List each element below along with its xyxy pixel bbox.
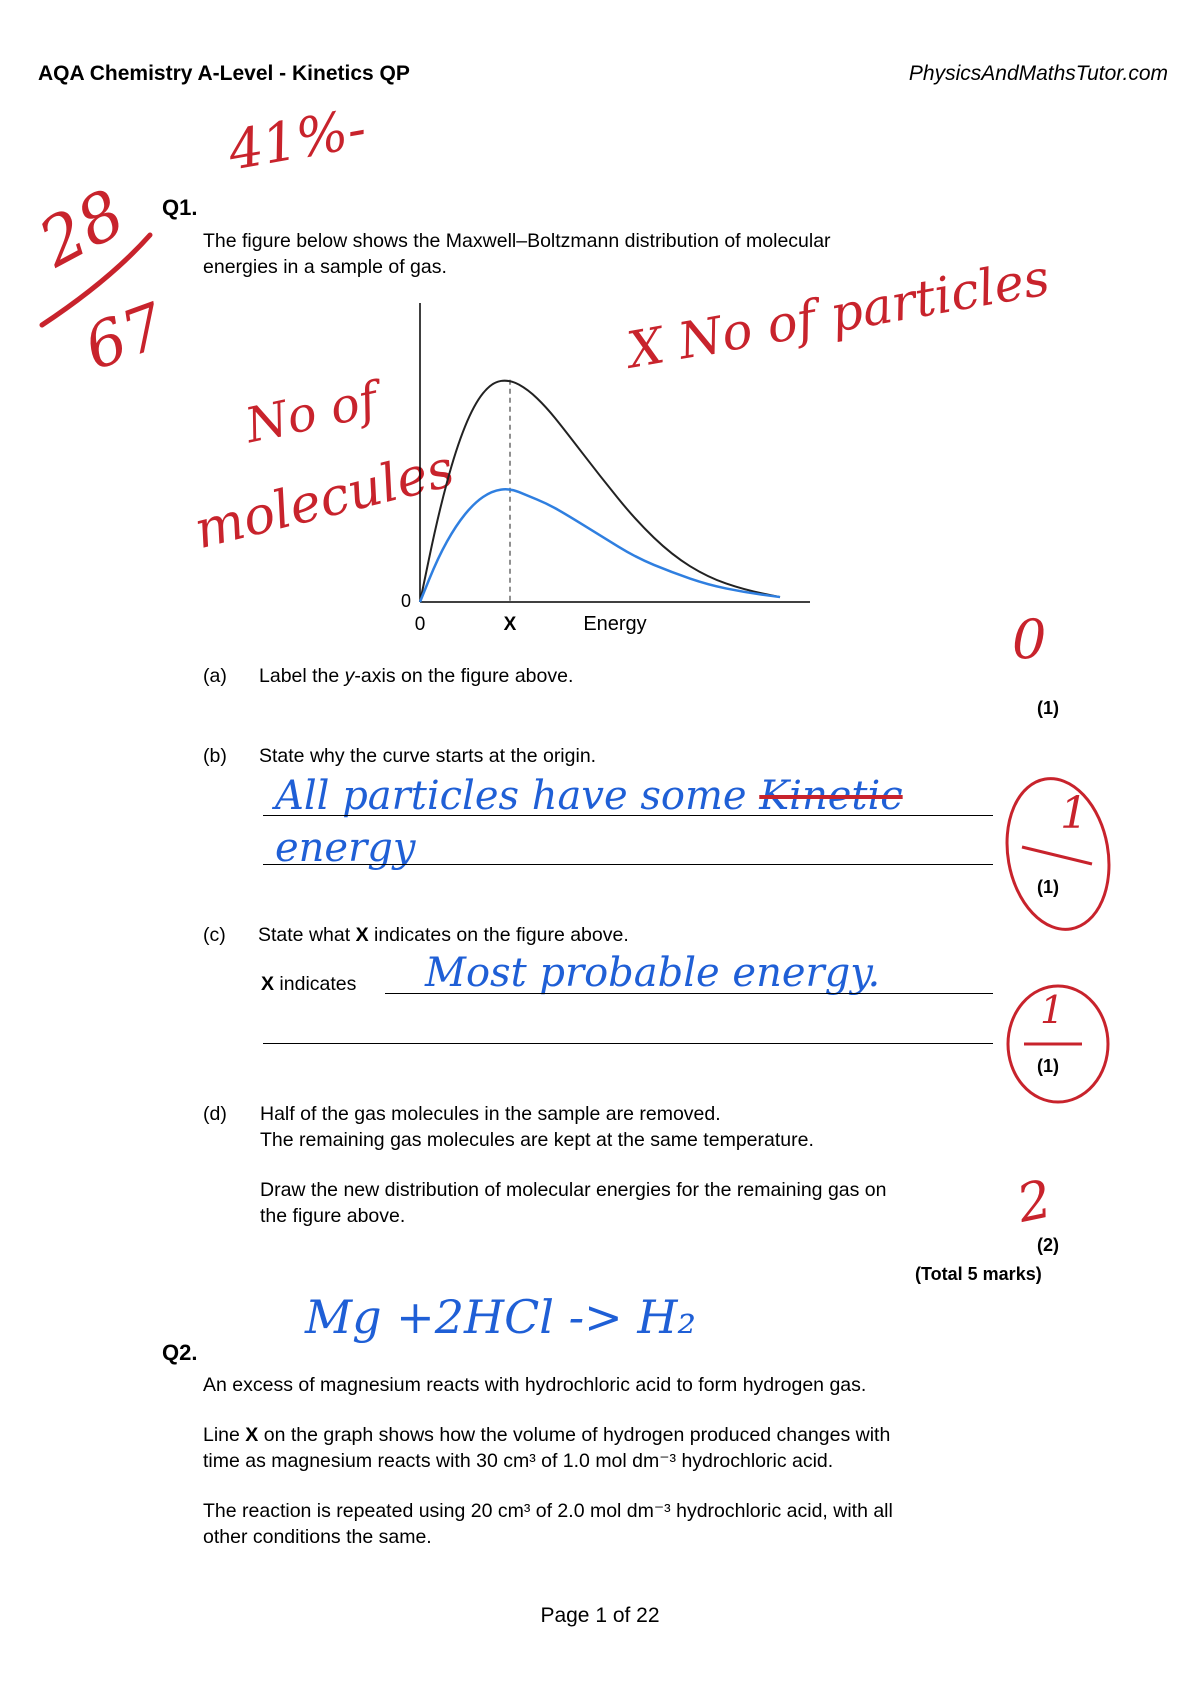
score-numerator-annotation: 28 <box>26 174 138 283</box>
part-b-struck-word: Kinetic <box>759 773 903 819</box>
question-2-paragraph-2-line-2: time as magnesium reacts with 30 cm³ of 1.0 mol dm⁻³ hydrochloric acid. <box>203 1450 834 1472</box>
y-axis-annotation-line-1: No of <box>240 371 383 455</box>
curve-original <box>420 381 780 602</box>
answer-line-c1 <box>385 993 993 994</box>
header-title: AQA Chemistry A-Level - Kinetics QP <box>38 62 410 85</box>
question-1-total: (Total 5 marks) <box>915 1264 1042 1284</box>
curve-half-molecules <box>420 489 780 602</box>
part-a-label: (a) <box>203 665 227 687</box>
maxwell-boltzmann-chart <box>390 295 820 640</box>
question-1-number: Q1. <box>162 195 198 220</box>
mark-a-annotation: 0 <box>1012 608 1047 671</box>
part-b-label: (b) <box>203 745 227 767</box>
y-tick-label: 0 <box>400 591 412 611</box>
part-a-text: Label the y-axis on the figure above. <box>259 665 574 687</box>
x-axis-annotation: X No of particles <box>623 248 1054 380</box>
part-d-text-1: Half of the gas molecules in the sample are removed. <box>260 1103 721 1125</box>
part-a-marks: (1) <box>1037 698 1059 718</box>
score-percent-annotation: 41%- <box>223 96 371 183</box>
part-d-marks: (2) <box>1037 1235 1059 1255</box>
part-b-answer-line-2: energy <box>275 825 416 871</box>
mark-b-annotation: 1 <box>1060 788 1088 839</box>
score-denominator-annotation: 67 <box>74 288 175 385</box>
part-c-prompt: X indicates <box>261 973 357 995</box>
mark-d-annotation: 2 <box>1012 1169 1057 1235</box>
part-c-answer: Most probable energy. <box>425 950 881 996</box>
equation-annotation: Mg +2HCl -> H₂ <box>305 1290 696 1344</box>
mark-c-annotation: 1 <box>1040 988 1065 1032</box>
part-b-answer-line-1: All particles have some Kinetic <box>275 773 903 819</box>
part-d-label: (d) <box>203 1103 227 1125</box>
part-d-text-4: the figure above. <box>260 1205 406 1227</box>
header-site: PhysicsAndMathsTutor.com <box>908 62 1168 85</box>
page-number: Page 1 of 22 <box>540 1604 660 1627</box>
answer-line-c2 <box>263 1043 993 1044</box>
part-b-text: State why the curve starts at the origin. <box>259 745 597 767</box>
question-1-intro-line-1: The figure below shows the Maxwell–Boltzmann distribution of molecular <box>203 230 831 252</box>
question-2-paragraph-3-line-2: other conditions the same. <box>203 1526 432 1548</box>
part-c-label: (c) <box>203 924 226 946</box>
y-axis-annotation-line-2: molecules <box>188 438 461 562</box>
part-d-text-2: The remaining gas molecules are kept at the same temperature. <box>260 1129 814 1151</box>
part-c-text: State what X indicates on the figure above. <box>258 924 629 946</box>
question-2-paragraph-2-line-1: Line X on the graph shows how the volume of hydrogen produced changes with <box>203 1424 891 1446</box>
x-axis-label: Energy <box>583 613 647 635</box>
x-tick-label-x: X <box>503 614 517 635</box>
part-b-marks: (1) <box>1037 877 1059 897</box>
question-2-number: Q2. <box>162 1340 198 1365</box>
part-c-marks: (1) <box>1037 1056 1059 1076</box>
part-d-text-3: Draw the new distribution of molecular energies for the remaining gas on <box>260 1179 887 1201</box>
question-2-paragraph-3-line-1: The reaction is repeated using 20 cm³ of 2.0 mol dm⁻³ hydrochloric acid, with all <box>203 1500 893 1522</box>
x-tick-label-zero: 0 <box>414 614 426 635</box>
question-2-paragraph-1: An excess of magnesium reacts with hydrochloric acid to form hydrogen gas. <box>203 1374 867 1396</box>
question-1-intro-line-2: energies in a sample of gas. <box>203 256 447 278</box>
answer-line-b1 <box>263 815 993 816</box>
answer-line-b2 <box>263 864 993 865</box>
